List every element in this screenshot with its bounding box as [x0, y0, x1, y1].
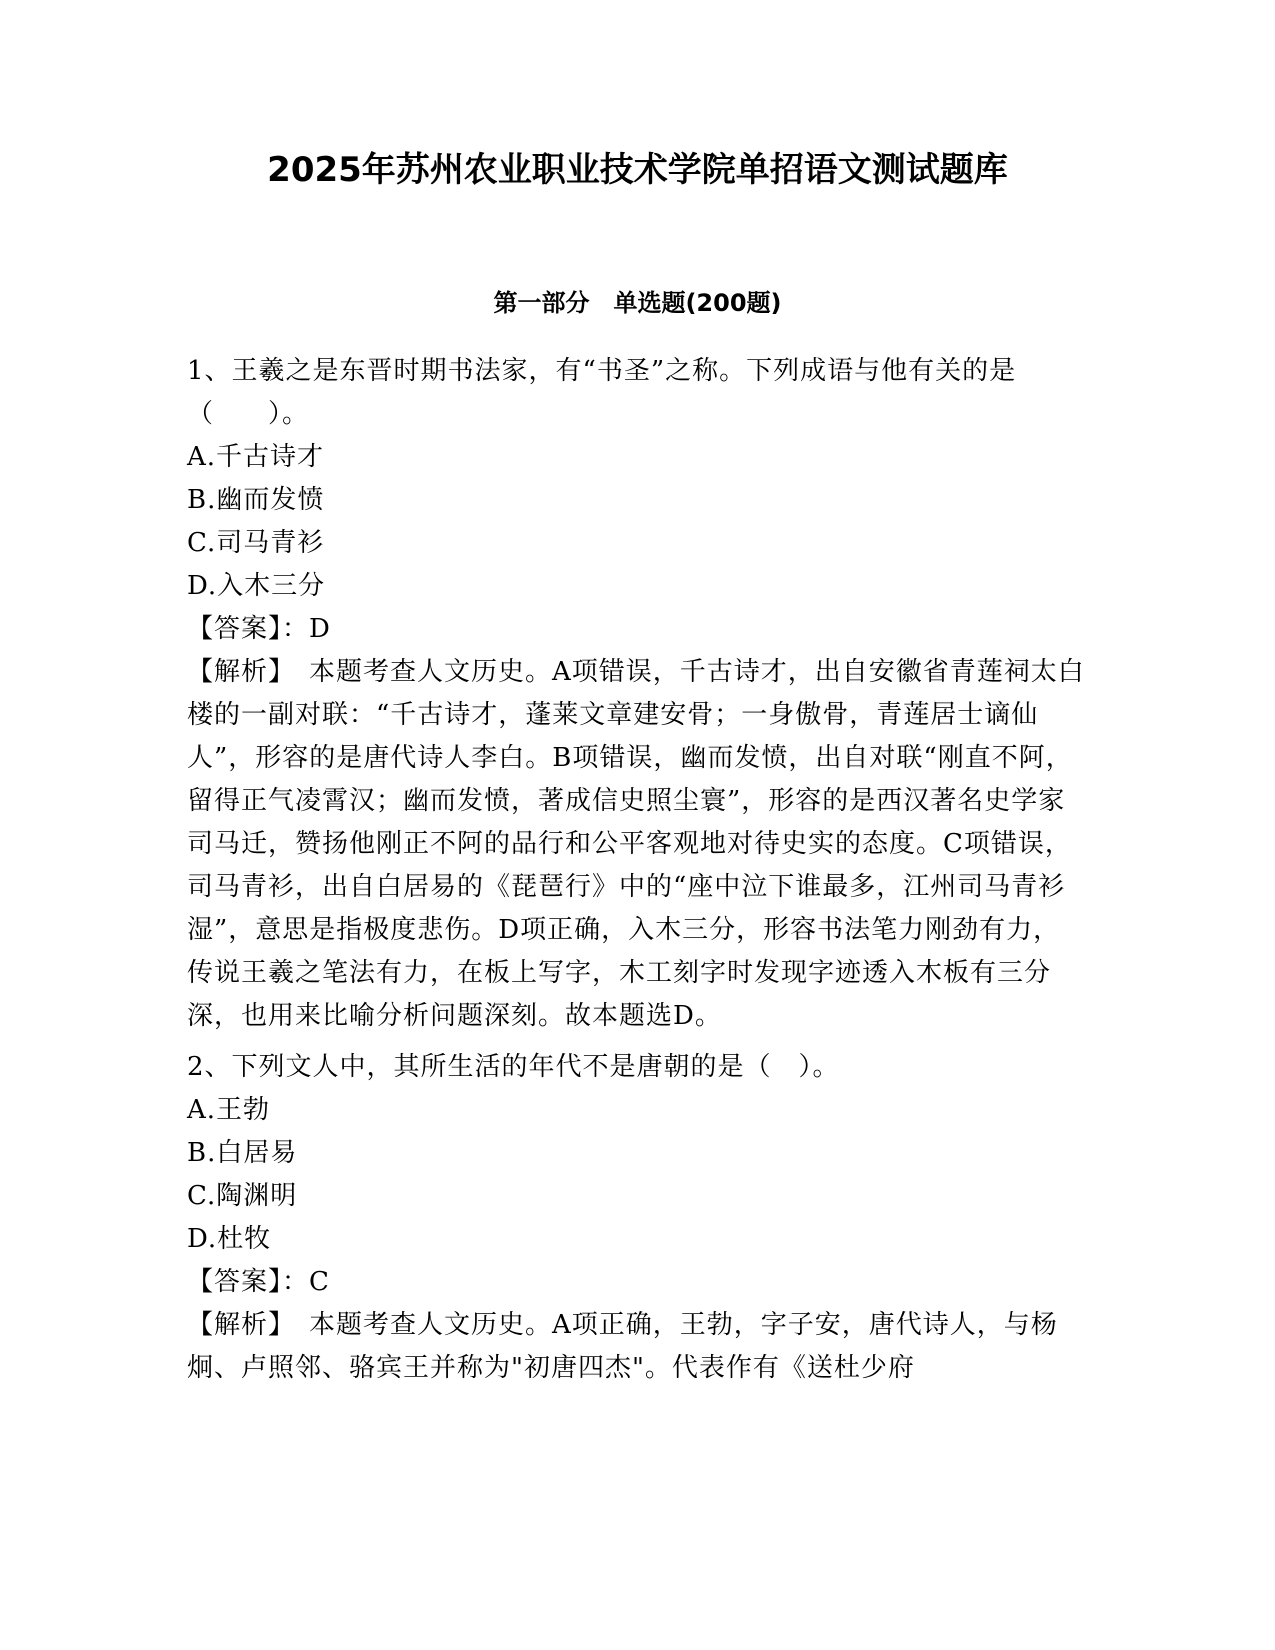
explanation: 【解析】 本题考查人文历史。A项错误，千古诗才，出自安徽省青莲祠太白楼的一副对联：“千古诗才，蓬莱文章建安骨；一身傲骨，青莲居士谪仙人”，形容的是唐代诗人李白。B项错误，幽而发愤，出自对联“刚直不阿，留得正气凌霄汉；幽而发愤，著成信史照尘寰”，形容的是西汉著名史学家司马迁，赞扬他刚正不阿的品行和公平客观地对待史实的态度。C项错误，司马青衫，出自白居易的《琵琶行》中的“座中泣下谁最多，江州司马青衫湿”，意思是指极度悲伤。D项正确，入木三分，形容书法笔力刚劲有力，传说王羲之笔法有力，在板上写字，木工刻字时发现字迹透入木板有三分深，也用来比喻分析问题深刻。故本题选D。: [187, 657, 1085, 1031]
option-a: A.千古诗才: [187, 442, 325, 472]
answer-line: 【答案】：C: [187, 1267, 330, 1297]
option-d: D.入木三分: [187, 571, 326, 601]
option-b: B.幽而发愤: [187, 485, 325, 515]
question-2: [187, 1046, 1087, 1390]
question-1: [187, 350, 1087, 1038]
option-c: C.司马青衫: [187, 528, 325, 558]
section-title: 第一部分 单选题(200题): [493, 289, 782, 317]
option-c: C.陶渊明: [187, 1181, 298, 1211]
option-b: B.白居易: [187, 1138, 298, 1168]
explanation: 【解析】 本题考查人文历史。A项正确，王勃，字子安，唐代诗人，与杨炯、卢照邻、骆宾王并称为"初唐四杰"。代表作有《送杜少府: [187, 1310, 1058, 1383]
answer-line: 【答案】：D: [187, 614, 331, 644]
question-list: [187, 350, 1087, 1390]
question-stem: 1、王羲之是东晋时期书法家，有“书圣”之称。下列成语与他有关的是（ ）。: [187, 356, 1017, 429]
question-stem: 2、下列文人中，其所生活的年代不是唐朝的是（ ）。: [187, 1052, 840, 1082]
document-title: 2025年苏州农业职业技术学院单招语文测试题库: [267, 150, 1008, 190]
option-d: D.杜牧: [187, 1224, 272, 1254]
option-a: A.王勃: [187, 1095, 271, 1125]
